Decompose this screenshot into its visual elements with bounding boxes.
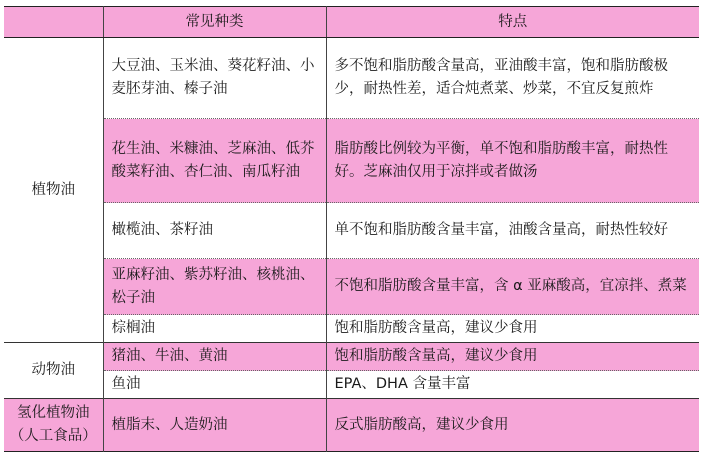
header-types: 常见种类 xyxy=(103,7,326,38)
table-row xyxy=(4,203,699,259)
types-cell: 猪油、牛油、黄油 xyxy=(103,343,326,371)
category-hydrogenated-oil xyxy=(4,399,103,452)
category-line-2: （人工食品） xyxy=(9,428,97,444)
features-cell: 多不饱和脂肪酸含量高，亚油酸丰富，饱和脂肪酸极少，耐热性差，适合炖煮菜、炒菜，不宜反复煎炸 xyxy=(326,38,699,119)
header-features: 特点 xyxy=(326,7,699,38)
table-row xyxy=(4,399,699,452)
features-cell: 饱和脂肪酸含量高，建议少食用 xyxy=(326,315,699,343)
types-cell: 大豆油、玉米油、葵花籽油、小麦胚芽油、榛子油 xyxy=(103,38,326,119)
types-cell: 橄榄油、茶籽油 xyxy=(103,203,326,259)
features-cell: 不饱和脂肪酸含量丰富，含 α 亚麻酸高，宜凉拌、煮菜 xyxy=(326,259,699,315)
types-cell: 植脂末、人造奶油 xyxy=(103,399,326,452)
table-row xyxy=(4,315,699,343)
types-cell: 亚麻籽油、紫苏籽油、核桃油、松子油 xyxy=(103,259,326,315)
features-cell: 反式脂肪酸高，建议少食用 xyxy=(326,399,699,452)
features-cell: 饱和脂肪酸含量高，建议少食用 xyxy=(326,343,699,371)
features-cell: 脂肪酸比例较为平衡，单不饱和脂肪酸丰富，耐热性好。芝麻油仅用于凉拌或者做汤 xyxy=(326,119,699,203)
features-cell: 单不饱和脂肪酸含量丰富，油酸含量高，耐热性较好 xyxy=(326,203,699,259)
table-row xyxy=(4,371,699,399)
types-cell: 鱼油 xyxy=(103,371,326,399)
table-row xyxy=(4,119,699,203)
oil-types-table xyxy=(4,6,699,452)
category-line-1: 氢化植物油 xyxy=(17,405,90,421)
table-header-row xyxy=(4,7,699,38)
category-animal-oil: 动物油 xyxy=(4,343,103,399)
table-row xyxy=(4,38,699,119)
features-cell: EPA、DHA 含量丰富 xyxy=(326,371,699,399)
header-blank-cell xyxy=(4,7,103,38)
types-cell: 棕榈油 xyxy=(103,315,326,343)
table-row xyxy=(4,343,699,371)
table-row xyxy=(4,259,699,315)
category-plant-oil: 植物油 xyxy=(4,38,103,343)
types-cell: 花生油、米糠油、芝麻油、低芥酸菜籽油、杏仁油、南瓜籽油 xyxy=(103,119,326,203)
